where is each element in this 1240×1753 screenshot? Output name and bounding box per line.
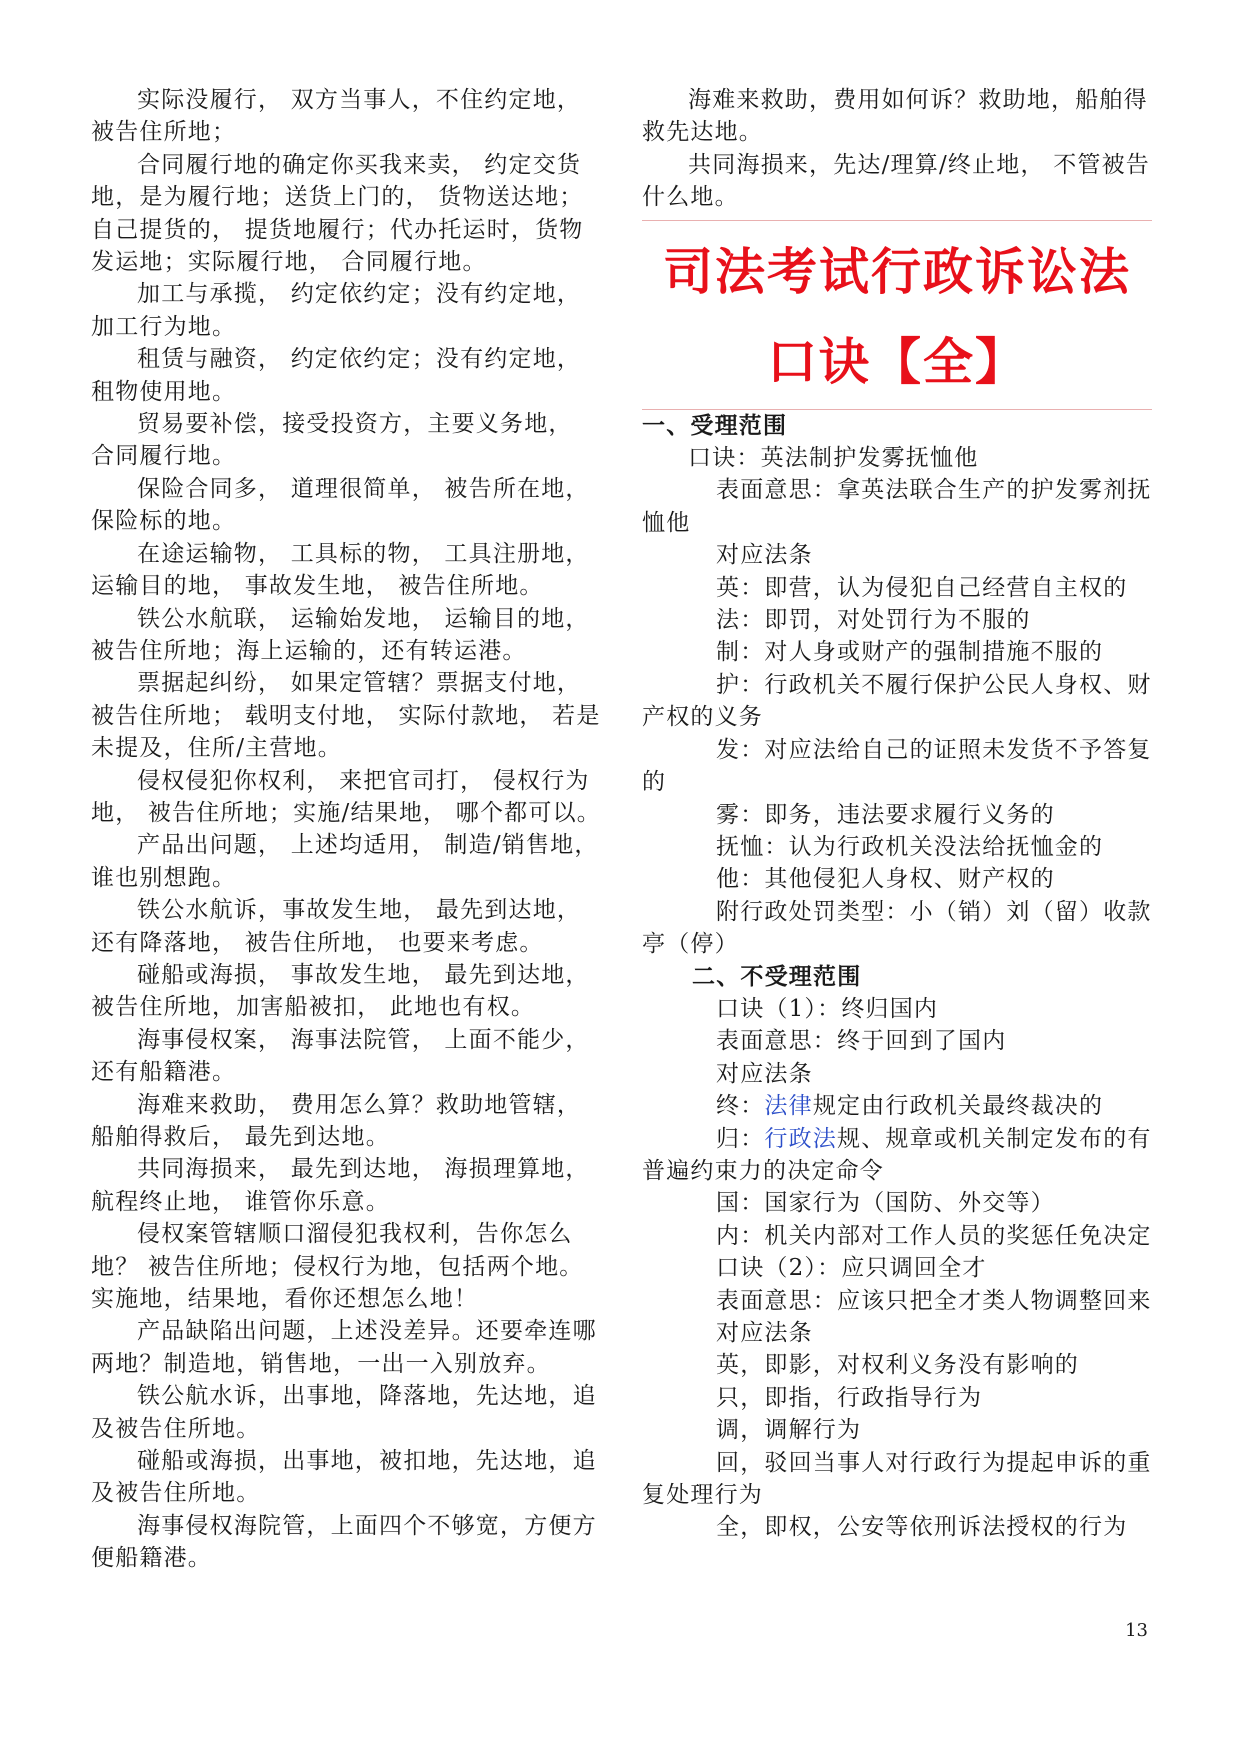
law-item-prefix: 终： [716,1093,765,1120]
paragraph: 共同海损来， 最先到达地， 海损理算地，航程终止地， 谁管你乐意。 [91,1156,590,1215]
paragraph: 碰船或海损，出事地，被扣地，先达地，追及被告住所地。 [91,1448,597,1507]
law-label: 对应法条 [716,1320,813,1346]
surface-meaning [642,474,1152,539]
paragraph: 合同履行地的确定你买我来卖， 约定交货地，是为履行地；送货上门的， 货物送达地；自己提货的， 提货地履行；代办托运时，货物发运地；实际履行地， 合同履行地。 [91,151,584,276]
paragraph: 产品缺陷出问题，上述没差异。还要牵连哪两地？制造地，销售地，一出一入别放弃。 [91,1318,597,1377]
law-item: 全，即权，公安等依刑诉法授权的行为 [716,1514,1128,1541]
law-item: 法：即罚，对处罚行为不服的 [716,607,1031,634]
law-item-text: 规、规章或机关制定发布的有普遍约束力的决定命令 [642,1125,1152,1184]
law-item: 调，调解行为 [716,1417,862,1444]
law-link[interactable]: 法律 [764,1093,813,1120]
surface-meaning: 表面意思：终于回到了国内 [716,1028,1007,1055]
mnemonic: 口诀：英法制护发雾抚恤他 [688,445,979,472]
paragraph: 海难来救助， 费用怎么算？救助地管辖，船舶得救后， 最先到达地。 [91,1091,582,1150]
law-label: 对应法条 [716,542,813,569]
paragraph: 产品出问题， 上述均适用， 制造/销售地，谁也别想跑。 [91,832,599,891]
paragraph: 实际没履行， 双方当事人，不住约定地，被告住所地； [91,87,582,146]
law-item: 他：其他侵犯人身权、财产权的 [716,866,1055,893]
separator-top [642,220,1152,221]
paragraph: 侵权侵犯你权利， 来把官司打， 侵权行为地， 被告住所地；实施/结果地， 哪个都可以。 [91,767,601,826]
paragraph: 铁公水航诉，事故发生地， 最先到达地，还有降落地， 被告住所地， 也要来考虑。 [91,897,582,956]
paragraph: 碰船或海损， 事故发生地， 最先到达地，被告住所地，加害船被扣， 此地也有权。 [91,961,590,1021]
law-item: 发：对应法给自己的证照未发货不予答复的 [642,736,1152,796]
paragraph: 在途运输物， 工具标的物， 工具注册地，运输目的地， 事故发生地， 被告住所地。 [91,540,590,600]
paragraph: 租赁与融资， 约定依约定；没有约定地，租物使用地。 [91,346,582,405]
surface-meaning-text: 表面意思：拿英法联合生产的护发雾剂抚恤他 [642,477,1152,536]
left-column [91,84,601,1575]
paragraph: 铁公航水诉，出事地，降落地，先达地，追及被告住所地。 [91,1383,597,1442]
paragraph: 铁公水航联， 运输始发地， 运输目的地，被告住所地；海上运输的，还有转运港。 [91,605,590,664]
document-title-line2: 口诀【全】 [767,331,1027,391]
law-item [642,1090,1152,1122]
law-item: 只，即指，行政指导行为 [716,1384,983,1411]
mnemonic: 口诀（1）：终归国内 [716,995,939,1022]
law-label: 对应法条 [716,1060,813,1087]
law-item: 国：国家行为（国防、外交等） [716,1190,1055,1217]
paragraph: 共同海损来，先达/理算/终止地， 不管被告什么地。 [642,151,1151,211]
page-number: 13 [1125,1620,1148,1641]
paragraph: 加工与承揽， 约定依约定；没有约定地，加工行为地。 [91,281,582,340]
law-item: 制：对人身或财产的强制措施不服的 [716,639,1104,666]
law-item: 回，驳回当事人对行政行为提起申诉的重复处理行为 [642,1449,1152,1509]
administrative-law-link[interactable]: 行政法 [764,1125,838,1152]
paragraph: 贸易要补偿，接受投资方，主要义务地， 合同履行地。 [91,411,573,470]
law-item [642,1123,1152,1188]
law-item: 内：机关内部对工作人员的奖惩任免决定 [716,1222,1152,1249]
law-item: 雾：即务，违法要求履行义务的 [716,801,1055,828]
law-item: 附行政处罚类型：小（销）刘（留）收款亭（停） [642,898,1152,958]
mnemonic: 口诀（2）：应只调回全才 [716,1255,987,1282]
document-title-line1: 司法考试行政诉讼法 [663,241,1131,301]
law-item: 抚恤：认为行政机关没法给抚恤金的 [716,833,1104,860]
paragraph: 保险合同多， 道理很简单， 被告所在地，保险标的地。 [91,475,590,535]
paragraph: 票据起纠纷， 如果定管辖？票据支付地，被告住所地； 载明支付地， 实际付款地， 若是未提及，住所/主营地。 [91,670,601,762]
law-item: 护：行政机关不履行保护公民人身权、财产权的义务 [642,671,1152,731]
section-heading-2: 二、不受理范围 [692,962,862,990]
law-item-prefix: 归： [716,1125,765,1152]
law-item: 英：即营，认为侵犯自己经营自主权的 [716,574,1128,601]
paragraph: 海难来救助，费用如何诉？救助地，船舶得救先达地。 [642,87,1148,146]
section-heading-1: 一、受理范围 [642,411,788,439]
paragraph: 海事侵权海院管，上面四个不够宽，方便方便船籍港。 [91,1512,597,1572]
paragraph: 海事侵权案， 海事法院管， 上面不能少，还有船籍港。 [91,1026,590,1086]
surface-meaning: 表面意思：应该只把全才类人物调整回来 [716,1287,1152,1314]
law-item: 英，即影，对权利义务没有影响的 [716,1352,1079,1379]
law-item-text: 规定由行政机关最终裁决的 [812,1093,1104,1120]
right-column [642,84,1152,1544]
paragraph: 侵权案管辖顺口溜侵犯我权利，告你怎么地？ 被告住所地；侵权行为地，包括两个地。实施地，结果地，看你还想怎么地！ [91,1221,584,1313]
